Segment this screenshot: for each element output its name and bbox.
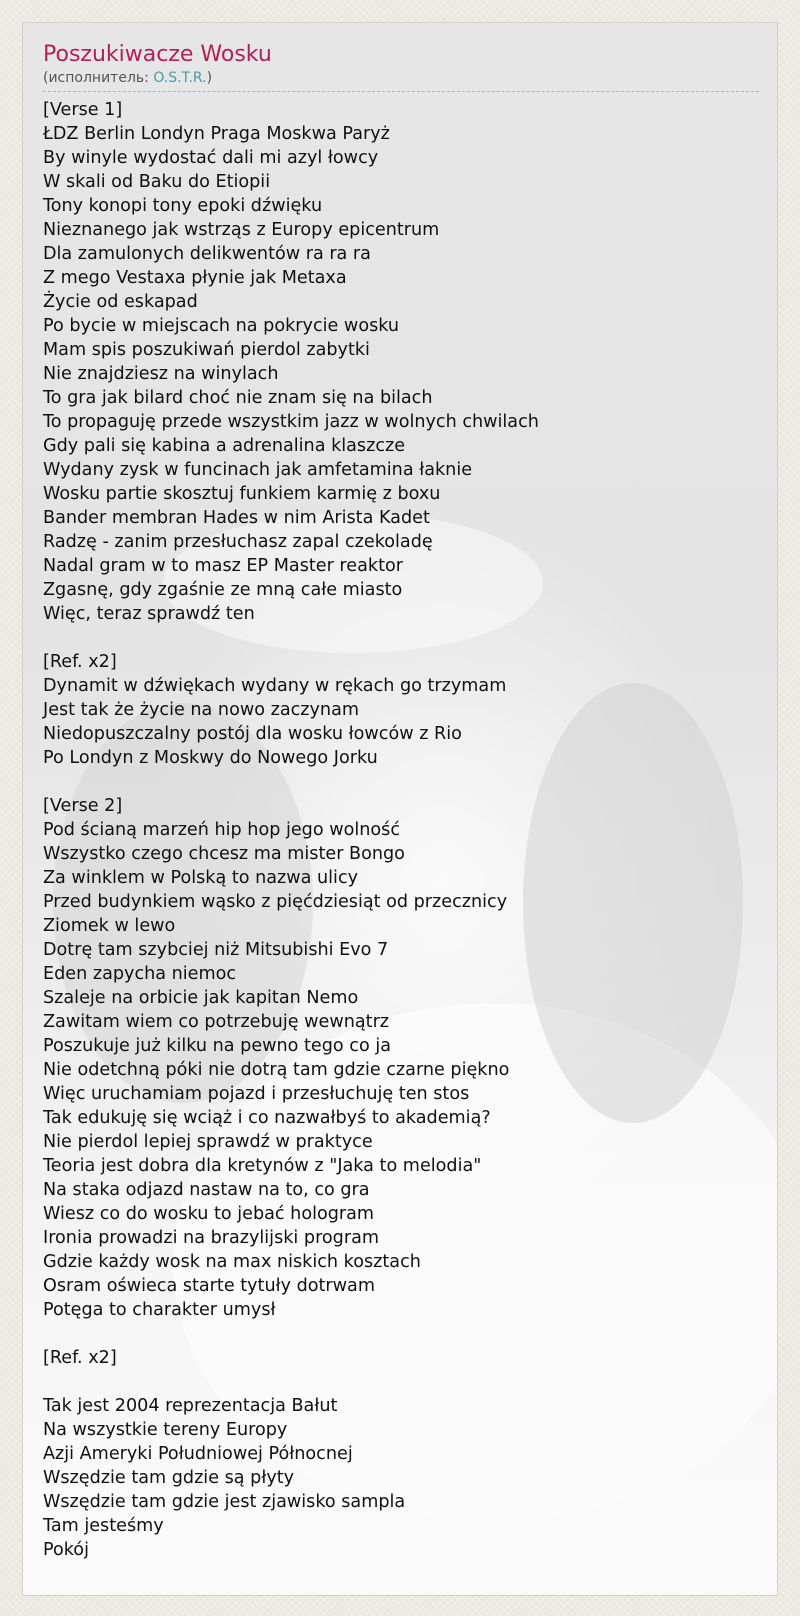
lyrics-line: Zawitam wiem co potrzebuję wewnątrz <box>43 1012 390 1032</box>
lyrics-line: Radzę - zanim przesłuchasz zapal czekoladę <box>43 532 433 552</box>
lyrics-line: [Ref. x2] <box>43 1348 117 1368</box>
lyrics-blank-line <box>43 1370 759 1394</box>
lyrics-line: Tak edukuję się wciąż i co nazwałbyś to akademią? <box>43 1108 491 1128</box>
lyrics-blank-line <box>43 626 759 650</box>
lyrics-line: Nieznanego jak wstrząs z Europy epicentrum <box>43 220 440 240</box>
lyrics-blank-line <box>43 770 759 794</box>
lyrics-line: Teoria jest dobra dla kretynów z "Jaka to melodia" <box>43 1156 482 1176</box>
lyrics-line: Nie pierdol lepiej sprawdź w praktyce <box>43 1132 373 1152</box>
lyrics-line: Z mego Vestaxa płynie jak Metaxa <box>43 268 347 288</box>
lyrics-line: Wosku partie skosztuj funkiem karmię z boxu <box>43 484 441 504</box>
lyrics-line: To gra jak bilard choć nie znam się na bilach <box>43 388 433 408</box>
lyrics-line: Potęga to charakter umysł <box>43 1300 276 1320</box>
lyrics-line: Dotrę tam szybciej niż Mitsubishi Evo 7 <box>43 940 389 960</box>
lyrics-line: Więc, teraz sprawdź ten <box>43 604 255 624</box>
lyrics-line: W skali od Baku do Etiopii <box>43 172 271 192</box>
lyrics-line: Nie znajdziesz na winylach <box>43 364 279 384</box>
lyrics-line: Tony konopi tony epoki dźwięku <box>43 196 323 216</box>
lyrics-line: Gdzie każdy wosk na max niskich kosztach <box>43 1252 421 1272</box>
lyrics-line: By winyle wydostać dali mi azyl łowcy <box>43 148 379 168</box>
lyrics-line: Zgasnę, gdy zgaśnie ze mną całe miasto <box>43 580 403 600</box>
lyrics-line: Nie odetchną póki nie dotrą tam gdzie czarne piękno <box>43 1060 510 1080</box>
lyrics-line: Bander membran Hades w nim Arista Kadet <box>43 508 430 528</box>
lyrics-line: Na staka odjazd nastaw na to, co gra <box>43 1180 370 1200</box>
lyrics-line: Więc uruchamiam pojazd i przesłuchuję ten stos <box>43 1084 470 1104</box>
lyrics-line: Tam jesteśmy <box>43 1516 164 1536</box>
lyrics-line: Wszystko czego chcesz ma mister Bongo <box>43 844 405 864</box>
song-title: Poszukiwacze Wosku <box>43 42 272 67</box>
lyrics-line: Pod ścianą marzeń hip hop jego wolność <box>43 820 401 840</box>
lyrics-content <box>43 41 759 1562</box>
lyrics-line: Dynamit w dźwiękach wydany w rękach go trzymam <box>43 676 507 696</box>
lyrics-line: Eden zapycha niemoc <box>43 964 237 984</box>
lyrics-line: To propaguję przede wszystkim jazz w wolnych chwilach <box>43 412 539 432</box>
lyrics-line: [Ref. x2] <box>43 652 117 672</box>
lyrics-line: Ziomek w lewo <box>43 916 176 936</box>
lyrics-line: Wydany zysk w funcinach jak amfetamina łaknie <box>43 460 473 480</box>
lyrics-line: Wszędzie tam gdzie jest zjawisko sampla <box>43 1492 406 1512</box>
lyrics-line: Po Londyn z Moskwy do Nowego Jorku <box>43 748 378 768</box>
lyrics-line: Osram oświeca starte tytuły dotrwam <box>43 1276 375 1296</box>
lyrics-line: Poszukuje już kilku na pewno tego co ja <box>43 1036 391 1056</box>
lyrics-line: Wiesz co do wosku to jebać hologram <box>43 1204 375 1224</box>
lyrics-line: Dla zamulonych delikwentów ra ra ra <box>43 244 371 264</box>
lyrics-line: Mam spis poszukiwań pierdol zabytki <box>43 340 370 360</box>
lyrics-line: Za winklem w Polską to nazwa ulicy <box>43 868 359 888</box>
lyrics-line: Nadal gram w to masz EP Master reaktor <box>43 556 403 576</box>
lyrics-line: Na wszystkie tereny Europy <box>43 1420 288 1440</box>
lyrics-line: [Verse 1] <box>43 100 123 120</box>
lyrics-line: Wszędzie tam gdzie są płyty <box>43 1468 295 1488</box>
lyrics-line: Jest tak że życie na nowo zaczynam <box>43 700 360 720</box>
lyrics-line: Życie od eskapad <box>43 292 198 312</box>
lyrics-line: Ironia prowadzi na brazylijski program <box>43 1228 379 1248</box>
artist-suffix: ) <box>206 70 213 86</box>
lyrics-line: Niedopuszczalny postój dla wosku łowców z Rio <box>43 724 462 744</box>
lyrics-line: Azji Ameryki Południowej Północnej <box>43 1444 353 1464</box>
lyrics-line: Przed budynkiem wąsko z pięćdziesiąt od przecznicy <box>43 892 508 912</box>
lyrics-line: Pokój <box>43 1540 89 1560</box>
lyrics-line: Szaleje na orbicie jak kapitan Nemo <box>43 988 359 1008</box>
artist-line <box>43 69 759 92</box>
lyrics-line: ŁDZ Berlin Londyn Praga Moskwa Paryż <box>43 124 390 144</box>
lyrics-card <box>22 22 778 1596</box>
lyrics-line: [Verse 2] <box>43 796 123 816</box>
lyrics-line: Po bycie w miejscach na pokrycie wosku <box>43 316 400 336</box>
lyrics-line: Gdy pali się kabina a adrenalina klaszcze <box>43 436 406 456</box>
lyrics-line: Tak jest 2004 reprezentacja Bałut <box>43 1396 338 1416</box>
artist-prefix: (исполнитель: <box>43 70 154 86</box>
artist-link[interactable]: O.S.T.R. <box>153 70 207 86</box>
lyrics-blank-line <box>43 1322 759 1346</box>
lyrics-text <box>43 98 759 1562</box>
